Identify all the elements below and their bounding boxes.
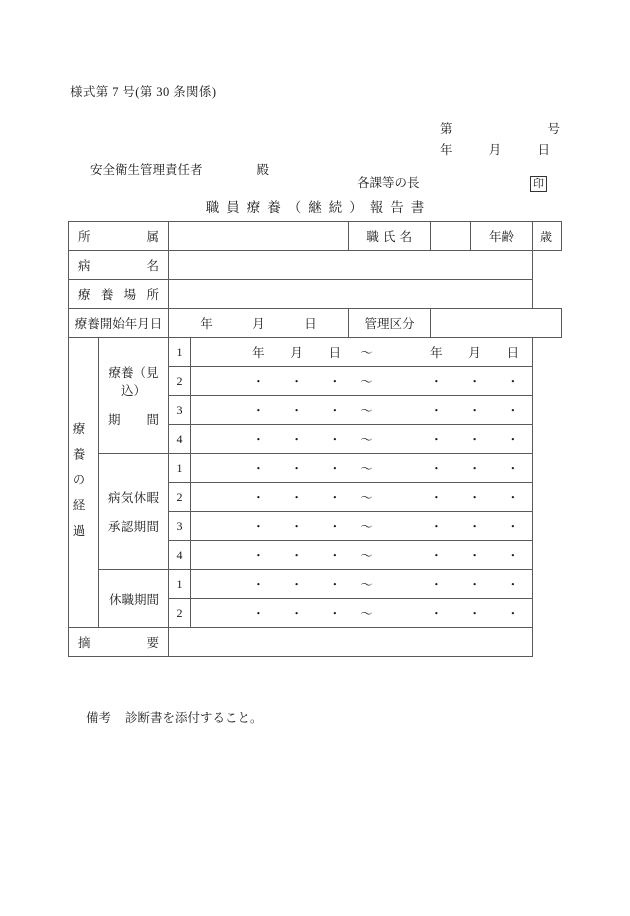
label-char: 養: [100, 288, 114, 302]
from-year: ・: [252, 491, 265, 505]
range-tilde: 〜: [360, 578, 373, 592]
document-number-line: [440, 119, 560, 137]
to-day: ・: [506, 491, 520, 505]
table-row-sickleave-1: [69, 454, 562, 483]
label-care-progress-vertical: [69, 338, 99, 628]
range-tilde: 〜: [360, 549, 373, 563]
field-expected-period-4[interactable]: [191, 425, 533, 454]
to-year: ・: [430, 520, 443, 534]
from-year: ・: [252, 520, 265, 534]
to-month: ・: [468, 491, 481, 505]
label-care-place: [69, 280, 169, 309]
field-expected-period-3[interactable]: [191, 396, 533, 425]
to-year: ・: [430, 491, 443, 505]
label-age: 年齢: [471, 222, 533, 251]
from-month: ・: [290, 375, 303, 389]
document-date-year: 年: [440, 143, 453, 157]
field-job-name-value[interactable]: [431, 222, 471, 251]
to-month: ・: [468, 607, 481, 621]
addressee-honorific: 殿: [256, 163, 270, 177]
table-row-leaveofabsence-1: [69, 570, 562, 599]
from-day: ・: [328, 549, 342, 563]
table-row-start-date: [69, 309, 562, 338]
addressee-name: 安全衛生管理責任者: [90, 163, 203, 177]
label-leave-of-absence-period: [99, 570, 169, 628]
document-date-day: 日: [537, 143, 550, 157]
row-number: 2: [169, 367, 191, 396]
field-age-value[interactable]: [533, 222, 562, 251]
row-number: 2: [169, 599, 191, 628]
field-expected-period-1[interactable]: [191, 338, 533, 367]
row-number: 3: [169, 396, 191, 425]
to-day: ・: [506, 404, 520, 418]
to-month: ・: [468, 549, 481, 563]
table-row-summary: [69, 628, 562, 657]
sub-label-line: 承 認 期 間: [108, 520, 159, 534]
to-day: ・: [506, 433, 520, 447]
to-day: ・: [506, 520, 520, 534]
label-care-start-date: 療養開始年月日: [69, 309, 169, 338]
to-day: ・: [506, 607, 520, 621]
label-affiliation: [69, 222, 169, 251]
label-char: 所: [78, 230, 91, 244]
to-day: 日: [506, 346, 520, 360]
from-day: ・: [328, 578, 342, 592]
from-day: ・: [328, 375, 342, 389]
label-char: 名: [146, 259, 159, 273]
to-year: ・: [430, 607, 443, 621]
from-month: ・: [290, 607, 303, 621]
from-year: ・: [252, 607, 265, 621]
to-month: ・: [468, 433, 481, 447]
to-day: ・: [506, 462, 520, 476]
to-day: ・: [506, 578, 520, 592]
label-management-category: 管理区分: [349, 309, 431, 338]
to-month: ・: [468, 404, 481, 418]
row-number: 1: [169, 338, 191, 367]
from-year: ・: [252, 375, 265, 389]
table-row-expected-1: [69, 338, 562, 367]
document-number-suffix: 号: [547, 122, 560, 136]
to-year: ・: [430, 549, 443, 563]
from-year: 年: [252, 346, 265, 360]
vertical-label-text: 療養の経過: [71, 421, 85, 550]
from-year: ・: [252, 433, 265, 447]
range-tilde: 〜: [360, 404, 373, 418]
label-char: 属: [146, 230, 159, 244]
field-expected-period-2[interactable]: [191, 367, 533, 396]
label-summary: [69, 628, 169, 657]
from-day: ・: [328, 404, 342, 418]
table-row-disease: [69, 251, 562, 280]
to-day: ・: [506, 375, 520, 389]
from-day: ・: [328, 491, 342, 505]
field-management-category-value[interactable]: [431, 309, 562, 338]
field-care-place-value[interactable]: [169, 280, 533, 309]
from-month: ・: [290, 433, 303, 447]
range-tilde: 〜: [360, 375, 373, 389]
field-affiliation-value[interactable]: [169, 222, 349, 251]
label-char: 場: [123, 288, 137, 302]
row-number: 1: [169, 570, 191, 599]
from-day: ・: [328, 607, 342, 621]
range-tilde: 〜: [360, 346, 373, 360]
remarks-text: 診断書を添付すること。: [125, 711, 263, 725]
document-date-line: [440, 140, 550, 158]
row-number: 3: [169, 512, 191, 541]
document-number-prefix: 第: [440, 122, 453, 136]
field-sick-leave-period-2[interactable]: [191, 483, 533, 512]
sub-label-line: 休 職 期 間: [109, 592, 160, 607]
from-year: ・: [252, 549, 265, 563]
label-char: 所: [146, 288, 159, 302]
row-number: 4: [169, 541, 191, 570]
row-number: 4: [169, 425, 191, 454]
start-date-day: 日: [304, 317, 317, 331]
from-day: ・: [328, 433, 342, 447]
to-month: ・: [468, 462, 481, 476]
field-sick-leave-period-4[interactable]: [191, 541, 533, 570]
field-leave-of-absence-period-2[interactable]: [191, 599, 533, 628]
field-care-start-date-value[interactable]: [169, 309, 349, 338]
report-form-table: [68, 221, 562, 657]
form-code: 様式第 7 号(第 30 条関係): [70, 85, 217, 99]
field-leave-of-absence-period-1[interactable]: [191, 570, 533, 599]
to-year: ・: [430, 578, 443, 592]
from-month: ・: [290, 549, 303, 563]
from-year: ・: [252, 404, 265, 418]
age-unit: 歳: [539, 229, 552, 244]
to-month: ・: [468, 375, 481, 389]
start-date-month: 月: [252, 317, 265, 331]
label-char: 要: [146, 636, 159, 650]
to-year: ・: [430, 462, 443, 476]
to-month: ・: [468, 520, 481, 534]
range-tilde: 〜: [360, 491, 373, 505]
from-month: ・: [290, 578, 303, 592]
start-date-year: 年: [200, 317, 213, 331]
range-tilde: 〜: [360, 433, 373, 447]
from-month: ・: [290, 404, 303, 418]
field-disease-name-value[interactable]: [169, 251, 533, 280]
row-number: 2: [169, 483, 191, 512]
remarks-note: [86, 708, 263, 726]
field-sick-leave-period-1[interactable]: [191, 454, 533, 483]
to-year: ・: [430, 375, 443, 389]
to-month: ・: [468, 578, 481, 592]
seal-stamp-box: 印: [530, 176, 547, 192]
label-expected-period: [99, 338, 169, 454]
field-summary-value[interactable]: [169, 628, 533, 657]
from-month: 月: [290, 346, 303, 360]
range-tilde: 〜: [360, 607, 373, 621]
label-char: 摘: [78, 636, 91, 650]
from-month: ・: [290, 520, 303, 534]
document-date-month: 月: [488, 143, 502, 157]
label-char: 療: [78, 288, 91, 302]
issuer-name: 各課等の長: [357, 176, 420, 190]
label-sick-leave-period: [99, 454, 169, 570]
to-month: 月: [468, 346, 481, 360]
addressee-line: [90, 160, 269, 178]
page-title: 職員療養（継続）報告書: [205, 200, 432, 215]
from-day: ・: [328, 462, 342, 476]
to-year: ・: [430, 433, 443, 447]
from-month: ・: [290, 491, 303, 505]
label-disease-name: [69, 251, 169, 280]
range-tilde: 〜: [360, 520, 373, 534]
sub-label-line: 療養（見込）: [108, 366, 159, 398]
from-year: ・: [252, 578, 265, 592]
label-char: 病: [78, 259, 91, 273]
sub-label-line: 期 間: [108, 413, 159, 427]
from-month: ・: [290, 462, 303, 476]
row-number: 1: [169, 454, 191, 483]
to-year: ・: [430, 404, 443, 418]
field-sick-leave-period-3[interactable]: [191, 512, 533, 541]
table-row-affiliation: [69, 222, 562, 251]
from-day: 日: [328, 346, 342, 360]
to-year: 年: [430, 346, 443, 360]
from-year: ・: [252, 462, 265, 476]
to-day: ・: [506, 549, 520, 563]
table-row-care-place: [69, 280, 562, 309]
sub-label-line: 病 気 休 暇: [108, 491, 159, 505]
range-tilde: 〜: [360, 462, 373, 476]
remarks-label: 備考: [86, 711, 112, 725]
from-day: ・: [328, 520, 342, 534]
label-job-name: 職 氏 名: [349, 222, 431, 251]
